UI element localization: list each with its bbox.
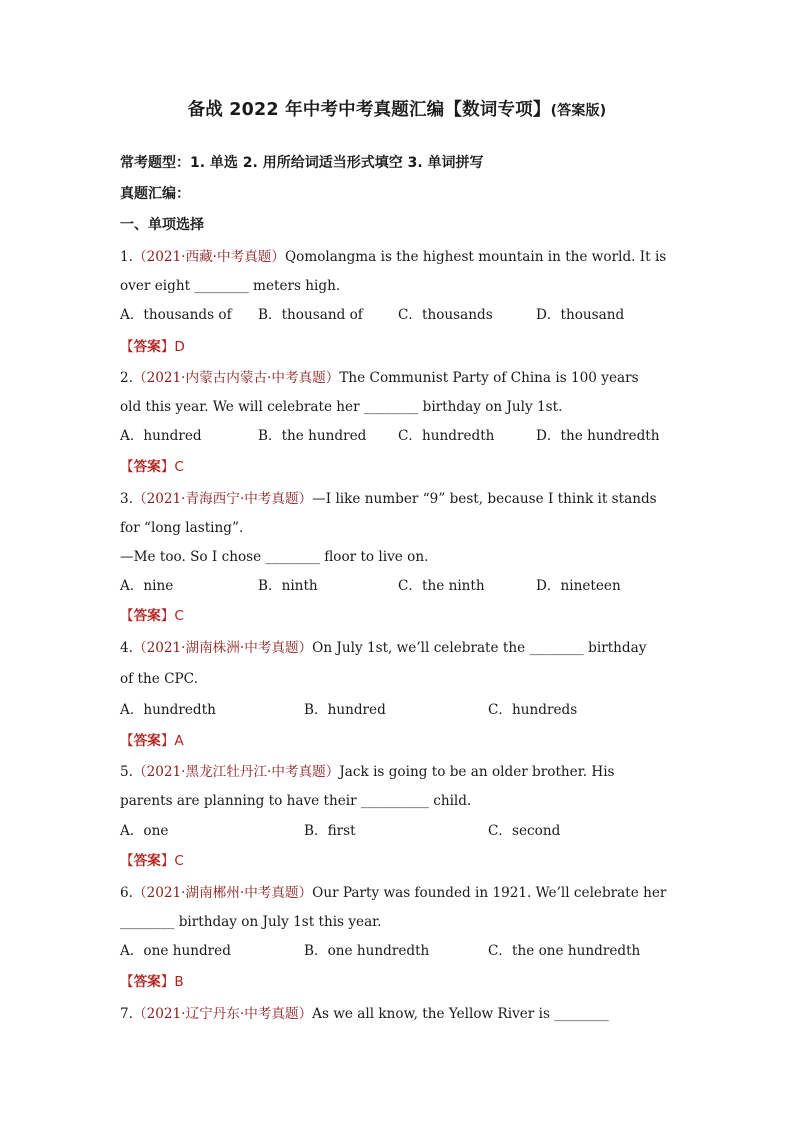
question-source: （2021·湖南株洲·中考真题） [132, 640, 313, 656]
option-b: B．one hundredth [304, 943, 430, 959]
option-a: A．hundredth [120, 702, 216, 718]
question-6-line-2: ________ birthday on July 1st this year. [120, 914, 382, 930]
option-d: D．nineteen [536, 578, 621, 594]
question-text: Qomolangma is the highest mountain in the world. It is [284, 249, 667, 265]
option-b: B．the hundred [258, 428, 367, 444]
option-c: C．second [488, 823, 561, 839]
question-types-line: 常考题型：1. 单选 2. 用所给词适当形式填空 3. 单词拼写 [120, 155, 484, 171]
question-number: 3. [120, 491, 133, 507]
question-text: The Communist Party of China is 100 years [339, 370, 639, 386]
title-main: 备战 2022 年中考中考真题汇编【数词专项】 [187, 100, 551, 120]
question-number: 1. [120, 249, 133, 265]
option-b: B．ninth [258, 578, 318, 594]
question-6-answer: 【答案】B [120, 974, 184, 990]
option-d: D．the hundredth [536, 428, 660, 444]
question-3-line-2: for “long lasting”. [120, 520, 244, 536]
option-b: B．thousand of [258, 307, 363, 323]
title-suffix: (答案版) [550, 103, 607, 119]
question-source: （2021·辽宁丹东·中考真题） [132, 1006, 313, 1022]
question-number: 2. [120, 370, 133, 386]
option-d: D．thousand [536, 307, 625, 323]
answer-value: D [174, 339, 185, 355]
question-2-answer: 【答案】C [120, 459, 184, 475]
answer-label: 答案 [133, 459, 161, 475]
question-1-line-1 [120, 247, 680, 267]
question-source: （2021·湖南郴州·中考真题） [132, 885, 313, 901]
question-text: On July 1st, we’ll celebrate the ________ birthday [312, 640, 647, 656]
answer-value: A [174, 733, 184, 749]
option-a: A．nine [120, 578, 174, 594]
question-source: （2021·内蒙古内蒙古·中考真题） [132, 370, 340, 386]
answer-value: C [174, 608, 184, 624]
question-1-answer: 【答案】D [120, 339, 185, 355]
option-b: B．first [304, 823, 356, 839]
question-3-answer: 【答案】C [120, 608, 184, 624]
question-text: —I like number “9” best, because I think it stands [312, 491, 657, 507]
answer-label: 答案 [133, 853, 161, 869]
question-number: 6. [120, 885, 133, 901]
section-heading: 一、单项选择 [120, 217, 204, 233]
option-c: C．thousands [398, 307, 493, 323]
option-a: A．thousands of [120, 307, 232, 323]
question-text: As we all know, the Yellow River is ________ [312, 1006, 609, 1022]
question-4-answer: 【答案】A [120, 733, 184, 749]
question-5-line-2: parents are planning to have their __________ child. [120, 793, 472, 809]
option-c: C．the one hundredth [488, 943, 641, 959]
question-2-line-1 [120, 368, 680, 388]
question-number: 4. [120, 640, 133, 656]
question-3-line-1 [120, 489, 680, 509]
question-4-line-1 [120, 638, 680, 658]
question-text: Jack is going to be an older brother. His [339, 764, 615, 780]
question-4-line-2: of the CPC. [120, 671, 198, 687]
question-text: Our Party was founded in 1921. We’ll celebrate her [312, 885, 667, 901]
question-1-line-2: over eight ________ meters high. [120, 278, 341, 294]
question-3-line-3: —Me too. So I chose ________ floor to live on. [120, 549, 429, 565]
question-source: （2021·黑龙江牡丹江·中考真题） [132, 764, 340, 780]
question-7-line-1 [120, 1004, 680, 1024]
compiled-heading: 真题汇编： [120, 186, 190, 202]
answer-label: 答案 [133, 733, 161, 749]
option-c: C．the ninth [398, 578, 485, 594]
answer-value: B [174, 974, 184, 990]
question-number: 5. [120, 764, 133, 780]
option-b: B．hundred [304, 702, 386, 718]
question-5-answer: 【答案】C [120, 853, 184, 869]
option-c: C．hundreds [488, 702, 578, 718]
question-5-line-1 [120, 762, 680, 782]
document-title [0, 96, 794, 121]
answer-value: C [174, 459, 184, 475]
answer-label: 答案 [133, 974, 161, 990]
option-a: A．one hundred [120, 943, 231, 959]
question-number: 7. [120, 1006, 133, 1022]
question-6-line-1 [120, 883, 680, 903]
option-a: A．hundred [120, 428, 202, 444]
answer-label: 答案 [133, 608, 161, 624]
option-c: C．hundredth [398, 428, 495, 444]
question-2-line-2: old this year. We will celebrate her ________ birthday on July 1st. [120, 399, 563, 415]
question-source: （2021·青海西宁·中考真题） [132, 491, 313, 507]
question-source: （2021·西藏·中考真题） [132, 249, 285, 265]
answer-value: C [174, 853, 184, 869]
option-a: A．one [120, 823, 169, 839]
answer-label: 答案 [133, 339, 161, 355]
